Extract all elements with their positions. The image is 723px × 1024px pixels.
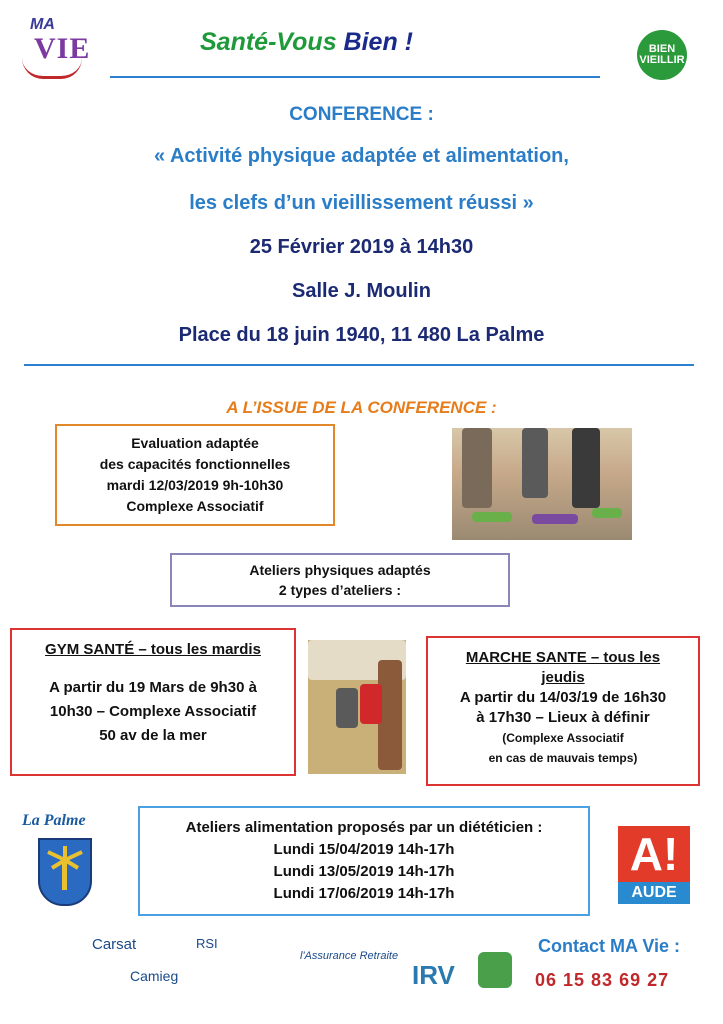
aude-logo-name: AUDE [618, 882, 690, 904]
gym-sante-box [10, 628, 296, 776]
ma-vie-logo-ma: MA [30, 16, 55, 33]
conference-title-line1: « Activité physique adaptée et alimentation, [154, 145, 569, 167]
conference-venue: Salle J. Moulin [292, 280, 431, 302]
evaluation-line1: Evaluation adaptée [131, 435, 259, 451]
gym-title: GYM SANTÉ – tous les mardis [45, 641, 261, 658]
alimentation-date-2: Lundi 13/05/2019 14h-17h [273, 863, 455, 880]
conference-label: CONFERENCE : [289, 104, 434, 125]
title-part2: Bien ! [343, 28, 413, 56]
evaluation-line2: des capacités fonctionnelles [99, 456, 291, 472]
la-palme-label: La Palme [22, 812, 86, 829]
ateliers-physiques-box [170, 553, 510, 607]
partner-carsat-logo: Carsat [92, 936, 137, 953]
bien-vieillir-logo: BIEN VIEILLIR [637, 30, 687, 80]
marche-line3: (Complexe Associatif [502, 731, 624, 745]
marche-title-line2: jeudis [541, 669, 585, 686]
france-map-icon [478, 952, 512, 988]
partner-camieg-logo: Camieg [130, 968, 179, 984]
marche-line4: en cas de mauvais temps) [488, 751, 638, 765]
gym-line2: 10h30 – Complexe Associatif [49, 703, 257, 720]
flyer-title [200, 28, 500, 57]
aude-logo-letter: A! [618, 826, 690, 882]
marche-title-line1: MARCHE SANTE – tous les [465, 649, 661, 666]
after-conference-heading: A L’ISSUE DE LA CONFERENCE : [226, 398, 497, 417]
evaluation-box [55, 424, 335, 526]
gym-line3: 50 av de la mer [99, 727, 207, 744]
marche-sante-box [426, 636, 700, 786]
la-palme-shield-icon [38, 838, 92, 906]
gym-exercise-photo [308, 640, 406, 774]
partner-assurance-retraite-logo: l'Assurance Retraite [300, 950, 399, 962]
evaluation-line3: mardi 12/03/2019 9h-10h30 [106, 477, 284, 493]
conference-title-line2: les clefs d’un vieillissement réussi » [189, 192, 534, 214]
title-part1: Santé-Vous [200, 28, 344, 56]
alimentation-box [138, 806, 590, 916]
evaluation-line4: Complexe Associatif [126, 498, 264, 514]
conference-date: 25 Février 2019 à 14h30 [249, 236, 474, 258]
ma-vie-logo-smile [22, 58, 82, 79]
partner-rsi-logo: RSI [196, 936, 218, 951]
gym-line1: A partir du 19 Mars de 9h30 à [49, 679, 257, 696]
ateliers-line1: Ateliers physiques adaptés [249, 562, 431, 578]
ateliers-line2: 2 types d’ateliers : [278, 582, 402, 598]
alimentation-date-1: Lundi 15/04/2019 14h-17h [273, 841, 455, 858]
contact-phone[interactable]: 06 15 83 69 27 [535, 970, 670, 990]
contact-label: Contact MA Vie : [538, 936, 681, 956]
alimentation-date-3: Lundi 17/06/2019 14h-17h [273, 885, 455, 902]
marche-line1: A partir du 14/03/19 de 16h30 [459, 689, 667, 706]
middle-divider [24, 364, 694, 366]
partner-irv-logo: IRV [412, 960, 455, 990]
ma-vie-logo-vie: VIE [34, 32, 91, 65]
top-divider [110, 76, 600, 78]
alimentation-title: Ateliers alimentation proposés par un diététicien : [185, 819, 543, 836]
conference-address: Place du 18 juin 1940, 11 480 La Palme [178, 324, 545, 346]
balance-exercise-photo [452, 428, 632, 540]
marche-line2: à 17h30 – Lieux à définir [476, 709, 650, 726]
